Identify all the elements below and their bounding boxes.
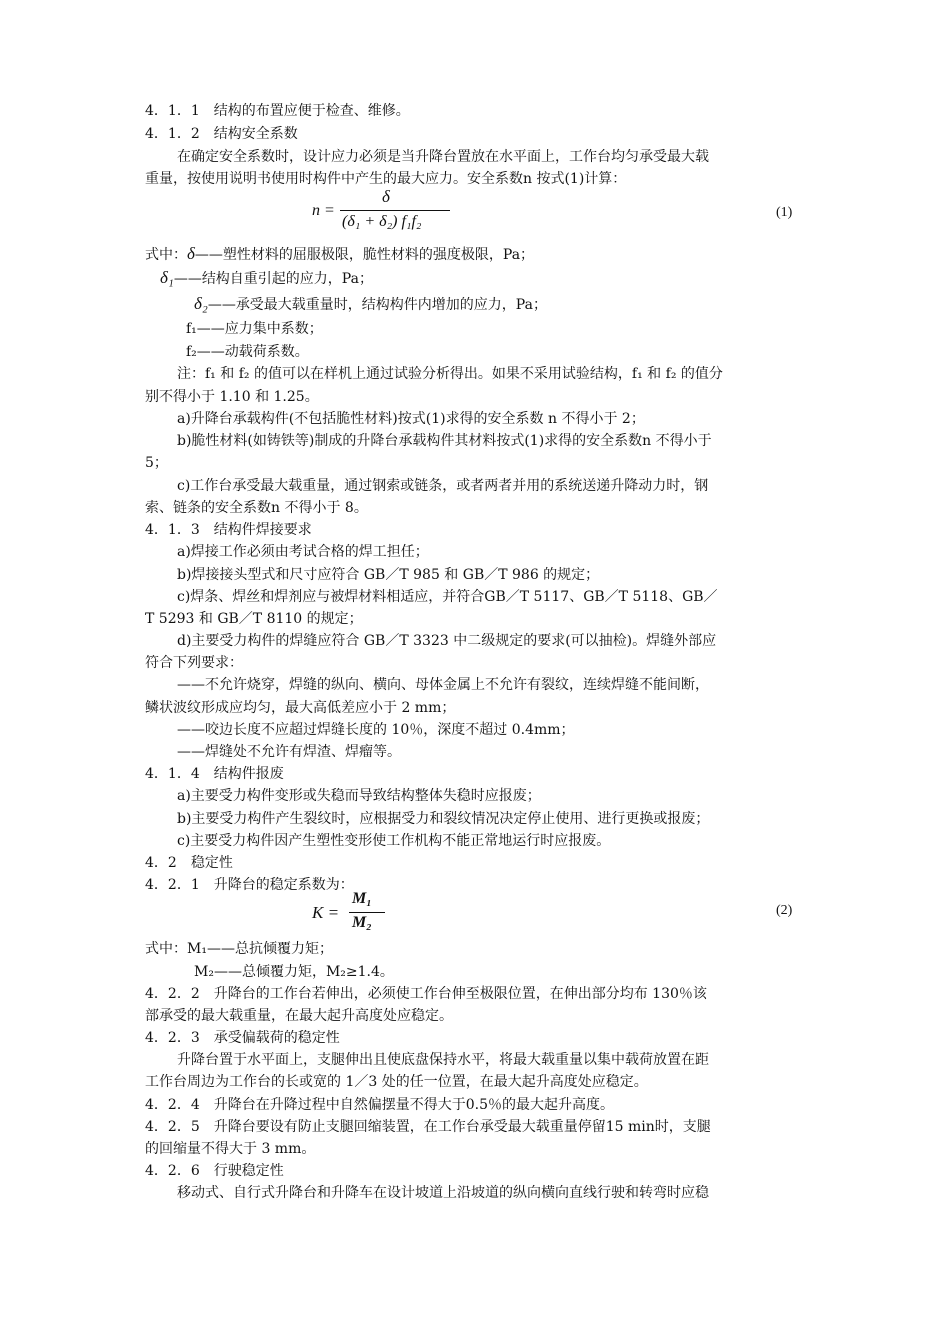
list-item: a)升降台承载构件(不包括脆性材料)按式(1)求得的安全系数 n 不得小于 2； (177, 411, 645, 427)
list-item-cont: T 5293 和 GB／T 8110 的规定； (145, 611, 363, 627)
dash-item: ——焊缝处不允许有焊渣、焊瘤等。 (177, 744, 401, 760)
list-item-cont: 5； (145, 455, 168, 471)
dash-item: ——咬边长度不应超过焊缝长度的 10％，深度不超过 0.4mm； (177, 722, 575, 738)
delta-symbol: δ (187, 244, 195, 263)
note-line: 别不得小于 1.10 和 1.25。 (145, 389, 319, 405)
list-item: d)主要受力构件的焊缝应符合 GB／T 3323 中二级规定的要求(可以抽检)。焊缝外部应 (177, 633, 717, 649)
where-f1: f₁——应力集中系数； (186, 321, 323, 337)
clause-4-2-3-heading: 4．2．3 承受偏载荷的稳定性 (145, 1030, 340, 1046)
list-item: a)焊接工作必须由考试合格的焊工担任； (177, 544, 429, 560)
list-item: b)主要受力构件产生裂纹时，应根据受力和裂纹情况决定停止使用、进行更换或报废； (177, 811, 710, 827)
where-m1: 式中：M₁——总抗倾覆力矩； (145, 941, 333, 957)
list-item: c)主要受力构件因产生塑性变形使工作机构不能正常地运行时应报废。 (177, 833, 611, 849)
list-item: c)工作台承受最大载重量，通过钢索或链条，或者两者并用的系统送递升降动力时，钢 (177, 478, 709, 494)
list-item-cont: 索、链条的安全系数n 不得小于 8。 (145, 500, 368, 516)
delta-desc: ——塑性材料的屈服极限，脆性材料的强度极限，Pa； (194, 247, 535, 263)
dash-item: ——不允许烧穿，焊缝的纵向、横向、母体金属上不允许有裂纹，连续焊缝不能间断， (177, 677, 709, 693)
list-item-cont: 符合下列要求： (145, 655, 243, 671)
eq1-lhs: n = (312, 202, 335, 219)
paragraph-line: 移动式、自行式升降台和升降车在设计坡道上沿坡道的纵向横向直线行驶和转弯时应稳 (177, 1185, 709, 1201)
equation-2 (312, 891, 392, 939)
where-delta1 (160, 268, 813, 289)
delta2-symbol: δ₂ (194, 294, 208, 313)
equation-1 (312, 188, 452, 238)
paragraph-line: 重量，按使用说明书使用时构件中产生的最大应力。安全系数n 按式(1)计算： (145, 171, 627, 187)
where-delta (145, 244, 813, 265)
paragraph-line: 在确定安全系数时，设计应力必须是当升降台置放在水平面上，工作台均匀承受最大载 (177, 149, 709, 165)
clause-4-2-5: 4．2．5 升降台要设有防止支腿回缩装置，在工作台承受最大载重量停留15 min时，支腿 (145, 1119, 711, 1135)
equation-1-number: (1) (776, 205, 793, 220)
paragraph-line: 升降台置于水平面上，支腿伸出且使底盘保持水平，将最大载重量以集中载荷放置在距 (177, 1052, 709, 1068)
clause-4-2-6-heading: 4．2．6 行驶稳定性 (145, 1163, 284, 1179)
clause-4-1-1: 4．1．1 结构的布置应便于检查、维修。 (145, 103, 410, 119)
clause-4-2-2: 4．2．2 升降台的工作台若伸出，必须使工作台伸至极限位置，在伸出部分均布 130％该 (145, 986, 707, 1002)
eq1-numerator: δ (382, 187, 390, 206)
clause-4-2-2-cont: 部承受的最大载重量，在最大起升高度处应稳定。 (145, 1008, 453, 1024)
delta2-desc: ——承受最大载重量时，结构构件内增加的应力，Pa； (207, 297, 547, 313)
equation-2-number: (2) (776, 903, 793, 918)
eq2-denominator: M₂ (352, 914, 372, 931)
list-item: a)主要受力构件变形或失稳而导致结构整体失稳时应报废； (177, 788, 541, 804)
delta1-symbol: δ₁ (160, 268, 174, 287)
dash-item-cont: 鳞状波纹形成应均匀，最大高低差应小于 2 mm； (145, 700, 456, 716)
eq1-fraction-bar (340, 210, 450, 211)
clause-4-2-1: 4．2．1 升降台的稳定系数为： (145, 877, 354, 893)
clause-4-1-3-heading: 4．1．3 结构件焊接要求 (145, 522, 312, 538)
note-line: 注：f₁ 和 f₂ 的值可以在样机上通过试验分析得出。如果不采用试验结构，f₁ 和 f₂ 的值分 (177, 366, 723, 382)
clause-4-1-4-heading: 4．1．4 结构件报废 (145, 766, 284, 782)
delta1-desc: ——结构自重引起的应力，Pa； (173, 271, 373, 287)
list-item: b)焊接接头型式和尺寸应符合 GB／T 985 和 GB／T 986 的规定； (177, 567, 600, 583)
clause-4-2-4: 4．2．4 升降台在升降过程中自然偏摆量不得大于0.5％的最大起升高度。 (145, 1097, 614, 1113)
where-intro: 式中： (145, 247, 187, 263)
list-item: c)焊条、焊丝和焊剂应与被焊材料相适应，并符合GB／T 5117、GB／T 5118、GB／ (177, 589, 718, 605)
paragraph-line: 工作台周边为工作台的长或宽的 1／3 处的任一位置，在最大起升高度处应稳定。 (145, 1074, 648, 1090)
eq2-lhs: K = (312, 903, 340, 922)
clause-4-1-2-heading: 4．1．2 结构安全系数 (145, 126, 298, 142)
eq2-fraction-bar (349, 912, 385, 913)
where-delta2 (194, 294, 813, 315)
eq1-denominator: (δ₁ + δ₂) f₁f₂ (342, 213, 422, 230)
where-f2: f₂——动载荷系数。 (186, 344, 309, 360)
clause-4-2-5-cont: 的回缩量不得大于 3 mm。 (145, 1141, 316, 1157)
eq2-numerator: M₁ (352, 890, 372, 907)
list-item: b)脆性材料(如铸铁等)制成的升降台承载构件其材料按式(1)求得的安全系数n 不得小于 (177, 433, 712, 449)
where-m2: M₂——总倾覆力矩，M₂≥1.4。 (194, 964, 394, 980)
clause-4-2-heading: 4．2 稳定性 (145, 855, 233, 871)
